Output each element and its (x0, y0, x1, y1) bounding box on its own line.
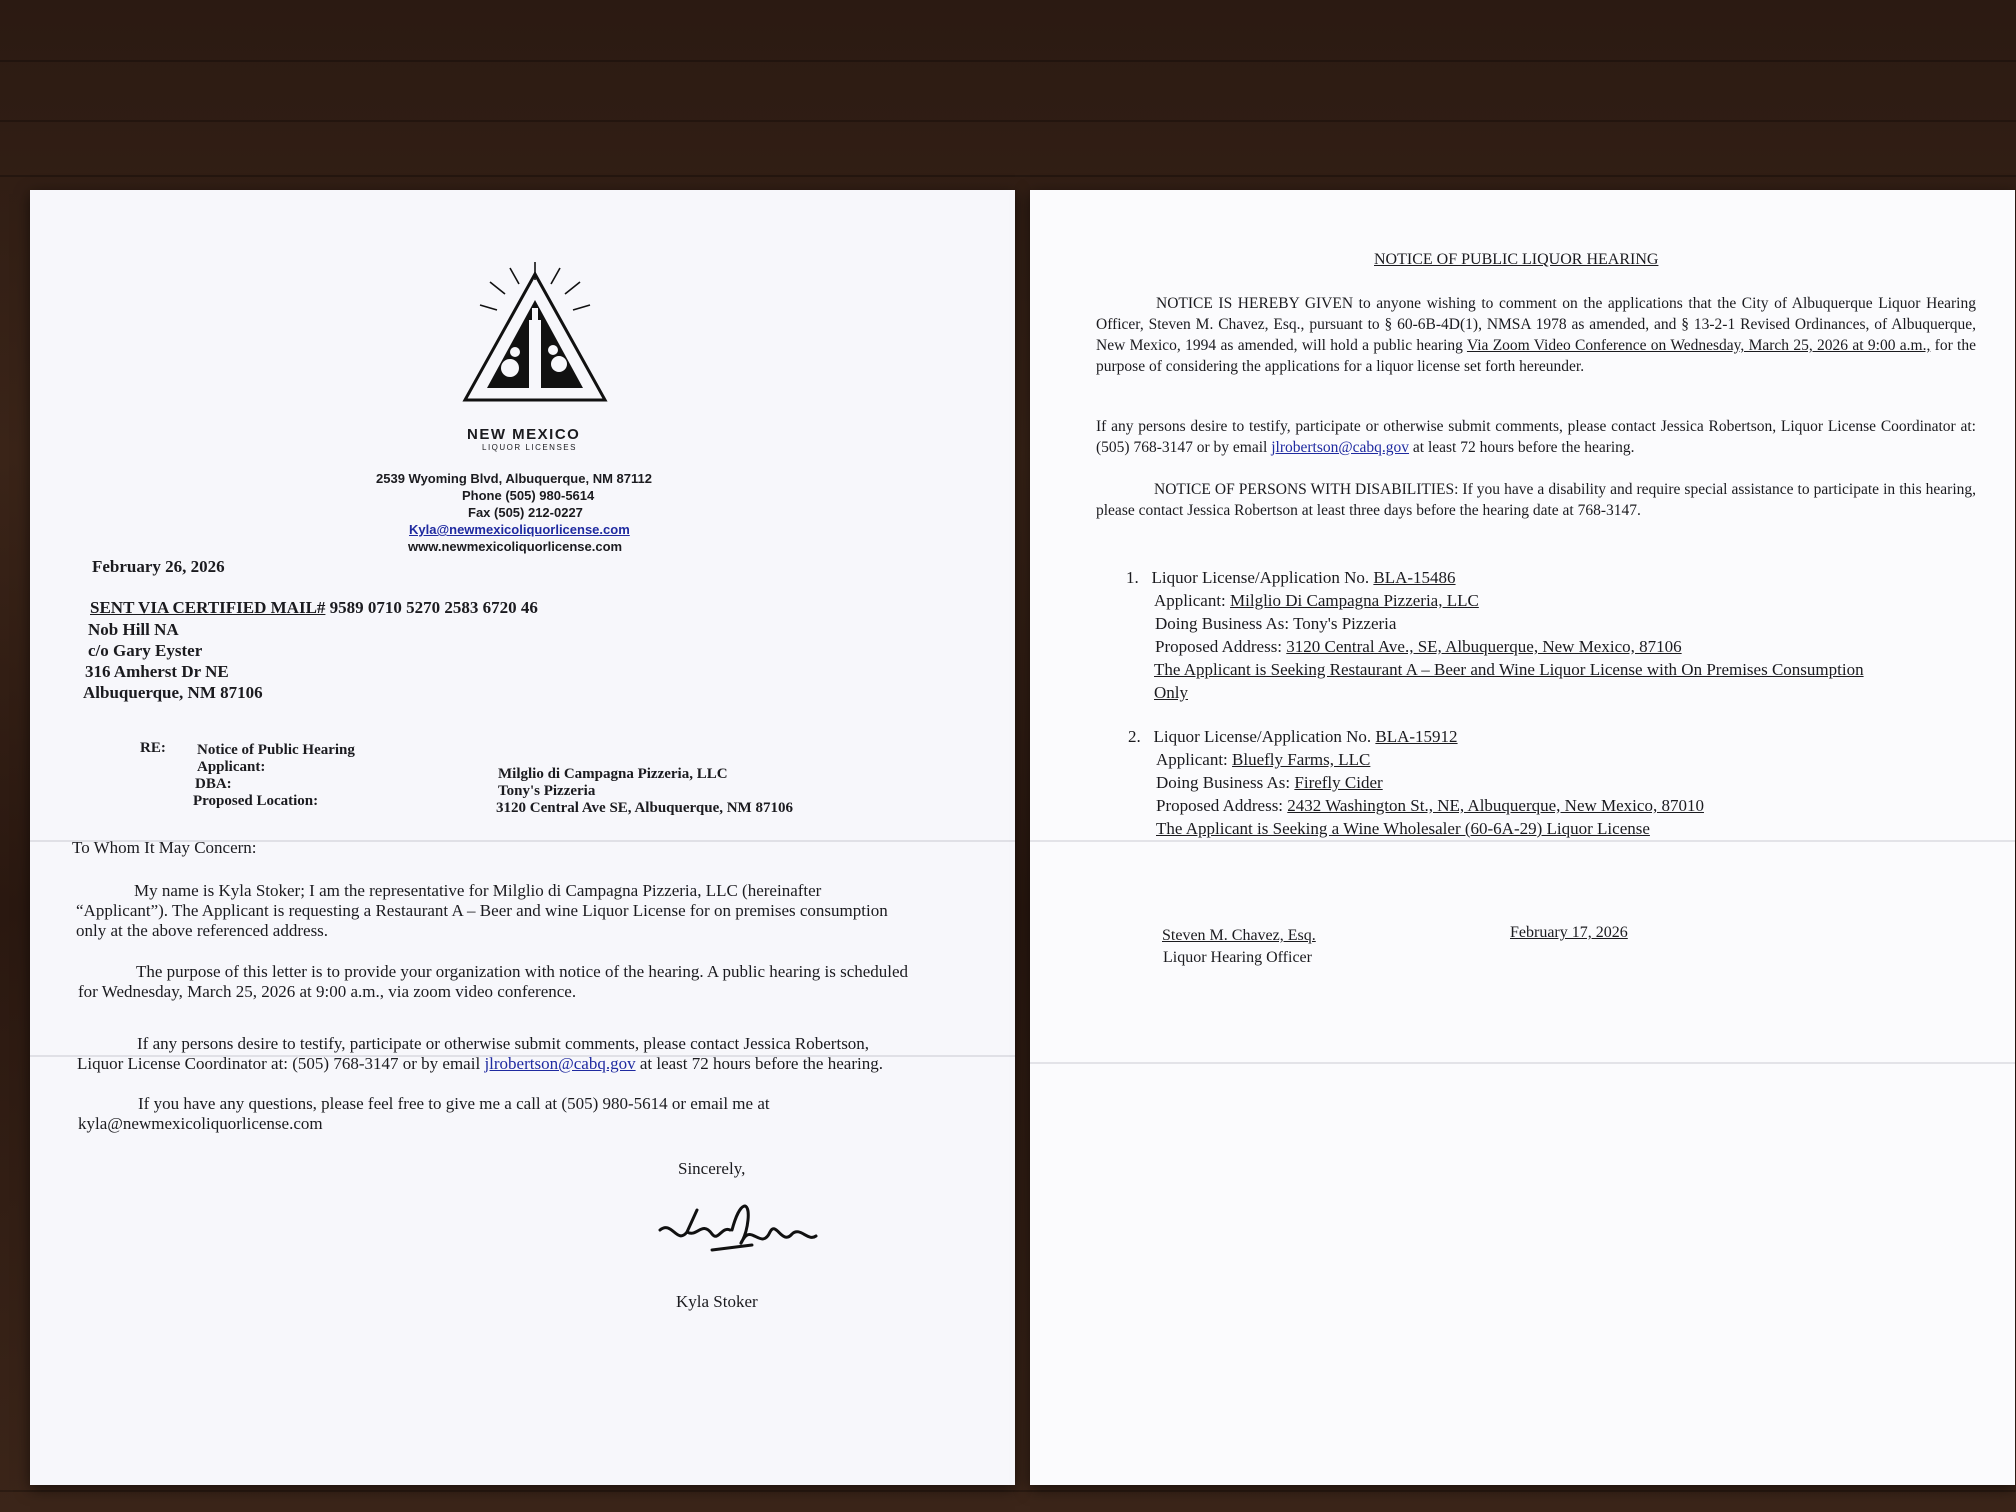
hearing-item (1128, 725, 1704, 840)
certified-mail-line (90, 598, 538, 618)
certified-number: 9589 0710 5270 2583 6720 46 (325, 598, 538, 617)
contact-phone: Phone (505) 980-5614 (462, 488, 595, 503)
app-no-label: Liquor License/Application No. (1153, 727, 1376, 746)
address-value: 2432 Washington St., NE, Albuquerque, New Mexico, 87010 (1287, 796, 1704, 815)
item-number: 1. (1126, 568, 1139, 587)
contact-text: If any persons desire to testify, participate or otherwise submit comments, please contact Jessica Robertson, Liquor License Coordinator at: (505) 768-3147 or by email (1096, 418, 1976, 456)
brand-sub: LIQUOR LICENSES (482, 443, 577, 452)
address-value: 3120 Central Ave., SE, Albuquerque, New Mexico, 87106 (1286, 637, 1682, 656)
contact-fax: Fax (505) 212-0227 (468, 505, 583, 520)
logo-icon (455, 260, 615, 425)
address-label: Proposed Address: (1156, 796, 1288, 815)
applicant-label: Applicant: (1154, 591, 1231, 610)
item-dba-line (1128, 771, 1704, 794)
signer-name: Kyla Stoker (676, 1292, 758, 1311)
re-subject: Notice of Public Hearing (197, 742, 355, 758)
re-dba-value: Tony's Pizzeria (498, 783, 596, 799)
salutation: To Whom It May Concern: (72, 838, 257, 857)
hearing-item (1126, 566, 1864, 704)
body-line: only at the above referenced address. (76, 921, 329, 940)
contact-address: 2539 Wyoming Blvd, Albuquerque, NM 87112 (376, 471, 652, 486)
app-no: BLA-15486 (1373, 568, 1456, 587)
letter-page (30, 190, 1015, 1485)
applicant-value: Bluefly Farms, LLC (1232, 750, 1371, 769)
address-label: Proposed Address: (1155, 637, 1287, 656)
recipient-line: 316 Amherst Dr NE (85, 662, 229, 681)
item-seeking-line: The Applicant is Seeking Restaurant A – Beer and Wine Liquor License with On Premises Consumption (1154, 660, 1864, 679)
re-applicant-value: Milglio di Campagna Pizzeria, LLC (498, 766, 728, 782)
app-no-label: Liquor License/Application No. (1151, 568, 1374, 587)
dba-value: Tony's Pizzeria (1293, 614, 1397, 633)
re-location-value: 3120 Central Ave SE, Albuquerque, NM 87106 (496, 800, 793, 816)
dba-label: Doing Business As: (1155, 614, 1294, 633)
intro-text: NOTICE IS HEREBY GIVEN to anyone wishing to comment on the applications that the City of Albuquerque Liquor Hearing Officer, Steven M. Chavez, Esq., pursuant to § 60-6B-4D(1), NMSA 1978 as amended, and § 13-2-1 Revised Ordinances, of Albuquerque, New Mexico, 1994 as amended, will hold a public hearing (1096, 295, 1976, 354)
notice-page (1030, 190, 2015, 1485)
item-number-line (1128, 725, 1704, 748)
recipient-line: Albuquerque, NM 87106 (83, 683, 263, 702)
body-text: Liquor License Coordinator at: (505) 768-3147 or by email (77, 1054, 485, 1073)
body-line: The purpose of this letter is to provide your organization with notice of the hearing. A public hearing is scheduled (136, 962, 909, 981)
notice-title: NOTICE OF PUBLIC LIQUOR HEARING (1374, 251, 1659, 268)
closing: Sincerely, (678, 1159, 746, 1178)
applicant-label: Applicant: (1156, 750, 1233, 769)
item-number: 2. (1128, 727, 1141, 746)
email-link[interactable]: jlrobertson@cabq.gov (484, 1054, 636, 1073)
intro-text: for the purpose of considering the applications for a liquor license set forth hereunder. (1096, 337, 1976, 375)
contact-email-link[interactable]: Kyla@newmexicoliquorlicense.com (409, 522, 630, 537)
item-address-line (1126, 635, 1864, 658)
applicant-value: Milglio Di Campagna Pizzeria, LLC (1230, 591, 1479, 610)
item-address-line (1128, 794, 1704, 817)
contact-website[interactable]: www.newmexicoliquorlicense.com (408, 539, 623, 554)
re-label: RE: (140, 740, 166, 756)
re-applicant-label: Applicant: (197, 759, 266, 775)
dba-value: Firefly Cider (1294, 773, 1383, 792)
re-dba-label: DBA: (195, 776, 232, 792)
body-line (77, 1054, 883, 1074)
fold-line (1030, 1062, 2015, 1064)
hearing-date-text: Via Zoom Video Conference on Wednesday, March 25, 2026 at 9:00 a.m., (1466, 337, 1931, 354)
body-line: for Wednesday, March 25, 2026 at 9:00 a.m., via zoom video conference. (78, 982, 577, 1001)
body-line: My name is Kyla Stoker; I am the representative for Milglio di Campagna Pizzeria, LLC (hereinafter (134, 881, 822, 900)
notice-contact (1096, 416, 1976, 458)
letter-date: February 26, 2026 (92, 557, 225, 576)
recipient-line: Nob Hill NA (88, 620, 179, 639)
app-no: BLA-15912 (1375, 727, 1458, 746)
body-line: If any persons desire to testify, participate or otherwise submit comments, please contact Jessica Robertson, (137, 1034, 870, 1053)
fold-line (1030, 840, 2015, 842)
brand-name: NEW MEXICO (467, 426, 581, 443)
body-text: at least 72 hours before the hearing. (635, 1054, 883, 1073)
item-dba-line (1126, 612, 1864, 635)
contact-text: at least 72 hours before the hearing. (1409, 439, 1635, 456)
item-number-line (1126, 566, 1864, 589)
dba-label: Doing Business As: (1156, 773, 1295, 792)
signature-icon (652, 1190, 822, 1275)
item-applicant-line (1126, 589, 1864, 612)
item-applicant-line (1128, 748, 1704, 771)
item-seeking-line: The Applicant is Seeking a Wine Wholesaler (60-6A-29) Liquor License (1156, 819, 1650, 838)
notice-intro (1096, 293, 1976, 377)
notice-disabilities: NOTICE OF PERSONS WITH DISABILITIES: If you have a disability and require special assistance to participate in this hearing, please contact Jessica Robertson at least three days before the hearing date at 768-3147. (1096, 481, 1976, 519)
body-line: “Applicant”). The Applicant is requesting a Restaurant A – Beer and wine Liquor License for on premises consumption (76, 901, 888, 920)
certified-label: SENT VIA CERTIFIED MAIL# (90, 598, 326, 617)
officer-name: Steven M. Chavez, Esq. (1162, 927, 1316, 944)
notice-date: February 17, 2026 (1510, 924, 1628, 941)
item-seeking-line: Only (1154, 683, 1188, 702)
body-line: If you have any questions, please feel free to give me a call at (505) 980-5614 or email me at (138, 1094, 770, 1113)
re-location-label: Proposed Location: (193, 793, 319, 809)
email-link[interactable]: jlrobertson@cabq.gov (1271, 439, 1410, 456)
body-line: kyla@newmexicoliquorlicense.com (78, 1114, 323, 1133)
recipient-line: c/o Gary Eyster (88, 641, 203, 660)
officer-title: Liquor Hearing Officer (1163, 949, 1312, 966)
